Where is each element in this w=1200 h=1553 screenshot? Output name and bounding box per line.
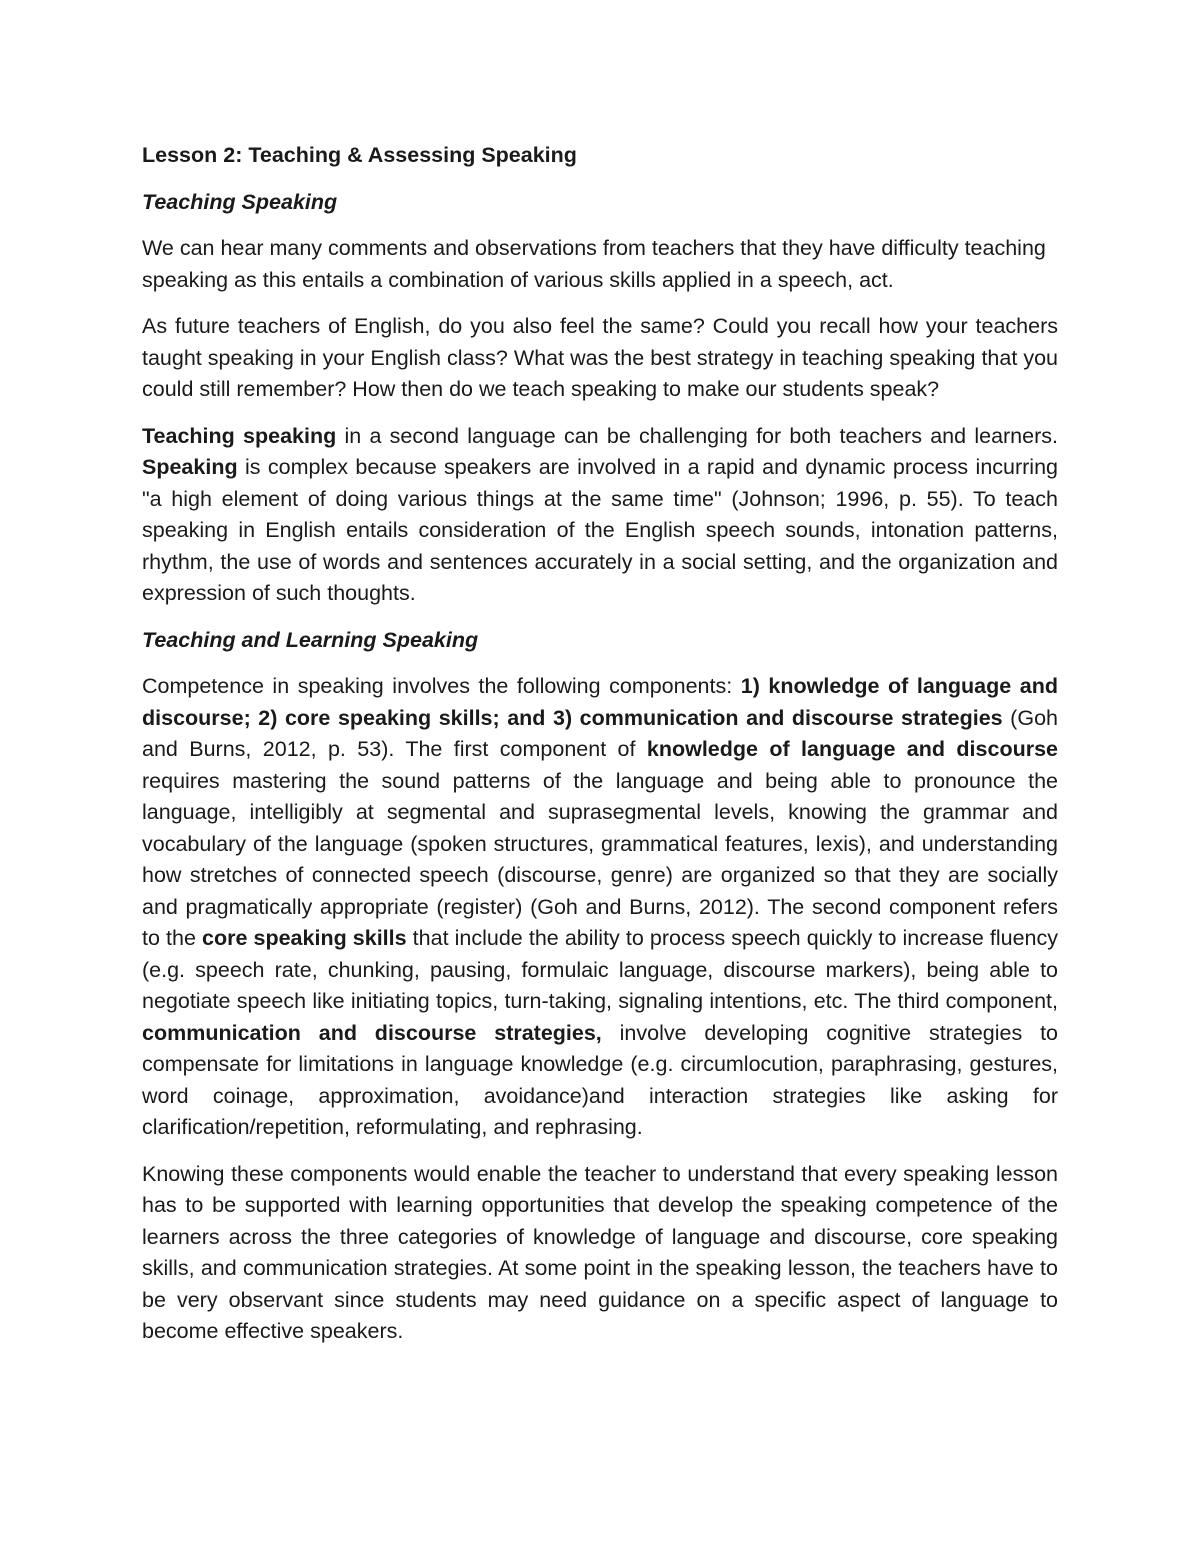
text-run: (Goh and Burns, 2012, p. 53). The first component of <box>142 705 1058 761</box>
document-body <box>142 140 1058 1363</box>
bold-term-components: 1) knowledge of language and discourse; 2) core speaking skills; and 3) communication and discourse strategies <box>142 674 1058 730</box>
paragraph-teaching-speaking <box>142 421 1058 610</box>
bold-term-teaching-speaking: Teaching speaking <box>142 423 337 448</box>
paragraph-conclusion: Knowing these components would enable the teacher to understand that every speaking lesson has to be supported with learning opportunities that develop the speaking competence of the learners across the three categories of knowledge of language and discourse, core speaking skills, and communication strategies. At some point in the speaking lesson, the teachers have to be very observant since students may need guidance on a specific aspect of language to become effective speakers. <box>142 1161 1058 1343</box>
text-run: in a second language can be challenging for both teachers and learners. <box>336 423 1058 448</box>
text-run: requires mastering the sound patterns of the language and being able to pronounce the language, intelligibly at segmental and suprasegmental levels, knowing the grammar and vocabulary of the language (spoken structures, grammatical features, lexis), and understanding how stretches of connected speech (discourse, genre) are organized so that they are socially and pragmatically appropriate (register) (Goh and Burns, 2012). The second component refers to the <box>142 768 1058 950</box>
section-heading-teaching-learning-speaking: Teaching and Learning Speaking <box>142 627 479 652</box>
text-run: involve developing cognitive strategies to compensate for limitations in language knowledge (e.g. circumlocution, paraphrasing, gestures, word coinage, approximation, avoidance)and interaction strategies like asking for clarification/repetition, reformulating, and rephrasing. <box>142 1020 1058 1139</box>
paragraph-intro: We can hear many comments and observations from teachers that they have difficulty teaching speaking as this entails a combination of various skills applied in a speech, act. <box>142 236 1046 292</box>
lesson-title: Lesson 2: Teaching & Assessing Speaking <box>142 143 577 167</box>
text-run: that include the ability to process speech quickly to increase fluency (e.g. speech rate, chunking, pausing, formulaic language, discourse markers), being able to negotiate speech like initiating topics, turn-taking, signaling intentions, etc. The third component, <box>142 926 1058 1013</box>
text-run: is complex because speakers are involved in a rapid and dynamic process incurring "a high element of doing various things at the same time" (Johnson; 1996, p. 55). To teach speaking in English entails consideration of the English speech sounds, intonation patterns, rhythm, the use of words and sentences accurately in a social setting, and the organization and expression of such thoughts. <box>142 455 1058 605</box>
section-heading-teaching-speaking: Teaching Speaking <box>142 189 338 214</box>
bold-term-core-skills: core speaking skills <box>202 926 407 950</box>
bold-term-speaking: Speaking <box>142 455 238 479</box>
paragraph-questions: As future teachers of English, do you also feel the same? Could you recall how your teachers taught speaking in your English class? What was the best strategy in teaching speaking that you could still remember? How then do we teach speaking to make our students speak? <box>142 314 1058 401</box>
bold-term-strategies: communication and discourse strategies, <box>142 1020 602 1045</box>
bold-term-knowledge: knowledge of language and discourse <box>646 737 1058 761</box>
paragraph-competence <box>142 671 1058 1144</box>
text-run: Competence in speaking involves the following components: <box>142 674 741 698</box>
